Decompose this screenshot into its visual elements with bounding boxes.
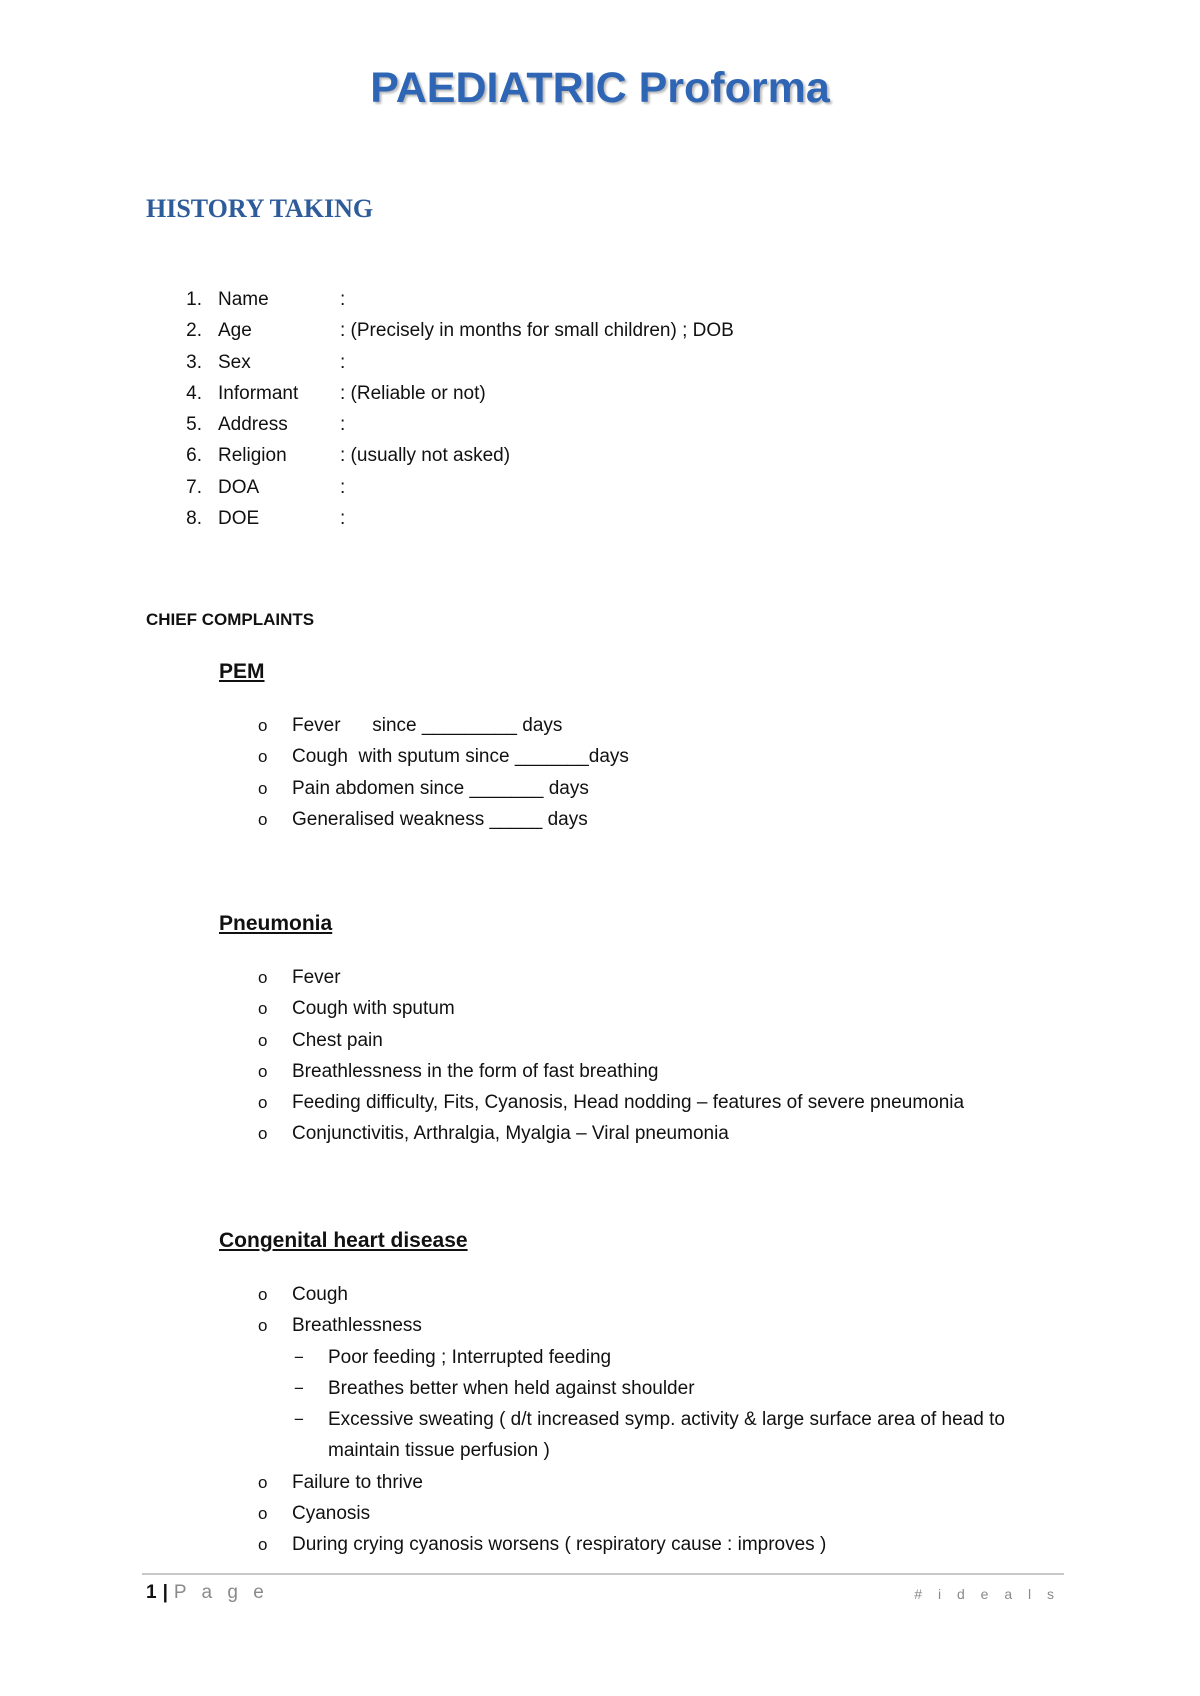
bullet-icon: o: [258, 1504, 268, 1524]
bullet-icon: o: [258, 1316, 268, 1336]
list-number: 8.: [186, 508, 202, 530]
item-text: Cough with sputum: [292, 998, 455, 1020]
bullet-icon: o: [258, 1535, 268, 1555]
list-number: 6.: [186, 445, 202, 467]
list-number: 1.: [186, 289, 202, 310]
field-value: : (Reliable or not): [340, 382, 486, 404]
field-value: :: [340, 476, 346, 498]
item-text: Excessive sweating ( d/t increased symp. activity & large surface area of head to maintain tissue perfusion ): [328, 1409, 1005, 1462]
bullet-icon: o: [258, 778, 268, 798]
item-text: Breathes better when held against shoulder: [328, 1377, 695, 1399]
bullet-icon: o: [258, 1093, 268, 1113]
footer-separator: |: [162, 1582, 168, 1603]
field-value: :: [340, 351, 346, 373]
history-taking-heading: HISTORY TAKING: [146, 194, 374, 223]
field-label: DOE: [218, 508, 260, 530]
item-text: Cough: [292, 1284, 348, 1305]
item-text: Breathlessness: [292, 1315, 422, 1337]
pem-heading: PEM: [219, 660, 265, 683]
item-text: Generalised weakness _____ days: [292, 808, 588, 830]
chief-complaints-heading: CHIEF COMPLAINTS: [146, 610, 315, 629]
field-label: Religion: [218, 445, 287, 467]
item-text: Poor feeding ; Interrupted feeding: [328, 1346, 612, 1368]
list-number: 5.: [186, 414, 202, 436]
item-text: Conjunctivitis, Arthralgia, Myalgia – Viral pneumonia: [292, 1123, 729, 1145]
bullet-icon: o: [258, 716, 268, 735]
list-number: 2.: [186, 320, 202, 342]
field-value: :: [340, 414, 346, 436]
item-text: Fever: [292, 967, 341, 988]
bullet-icon: o: [258, 809, 268, 829]
bullet-icon: o: [258, 1030, 268, 1050]
bullet-icon: o: [258, 1472, 268, 1492]
item-text: Cyanosis: [292, 1503, 371, 1525]
page-label: P a g e: [173, 1582, 269, 1603]
field-label: Name: [218, 289, 269, 310]
dash-icon: −: [294, 1410, 304, 1430]
field-label: Sex: [218, 351, 251, 373]
item-text: Breathlessness in the form of fast breathing: [292, 1060, 659, 1082]
item-text: Fever since _________ days: [292, 715, 563, 736]
field-label: Age: [218, 320, 252, 342]
field-value: :: [340, 508, 346, 530]
dash-icon: −: [294, 1347, 304, 1367]
item-text: During crying cyanosis worsens ( respiratory cause : improves ): [292, 1534, 827, 1556]
bullet-icon: o: [258, 1285, 268, 1304]
bullet-icon: o: [258, 1124, 268, 1144]
document-title: PAEDIATRIC Proforma: [370, 64, 830, 112]
item-text: Failure to thrive: [292, 1471, 423, 1493]
list-number: 4.: [186, 382, 202, 404]
field-label: Address: [218, 414, 288, 436]
footer-divider: [142, 1573, 1064, 1575]
field-value: :: [340, 289, 346, 310]
pneumonia-heading: Pneumonia: [219, 912, 333, 935]
field-value: : (usually not asked): [340, 445, 511, 467]
item-text: Chest pain: [292, 1029, 383, 1051]
page-footer: [146, 1582, 269, 1604]
bullet-icon: o: [258, 747, 268, 767]
dash-icon: −: [294, 1378, 304, 1398]
bullet-icon: o: [258, 1061, 268, 1081]
item-text: Feeding difficulty, Fits, Cyanosis, Head nodding – features of severe pneumonia: [292, 1092, 965, 1114]
list-number: 3.: [186, 351, 202, 373]
field-label: Informant: [218, 382, 299, 404]
field-label: DOA: [218, 476, 260, 498]
item-text: Pain abdomen since _______ days: [292, 777, 589, 799]
bullet-icon: o: [258, 968, 268, 987]
list-number: 7.: [186, 476, 202, 498]
item-text: Cough with sputum since _______days: [292, 746, 629, 768]
bullet-icon: o: [258, 999, 268, 1019]
chd-heading: Congenital heart disease: [219, 1229, 468, 1252]
field-value: : (Precisely in months for small children) ; DOB: [340, 320, 734, 342]
footer-tag: # i d e a l s: [914, 1586, 1060, 1602]
page-number: 1: [146, 1582, 157, 1603]
